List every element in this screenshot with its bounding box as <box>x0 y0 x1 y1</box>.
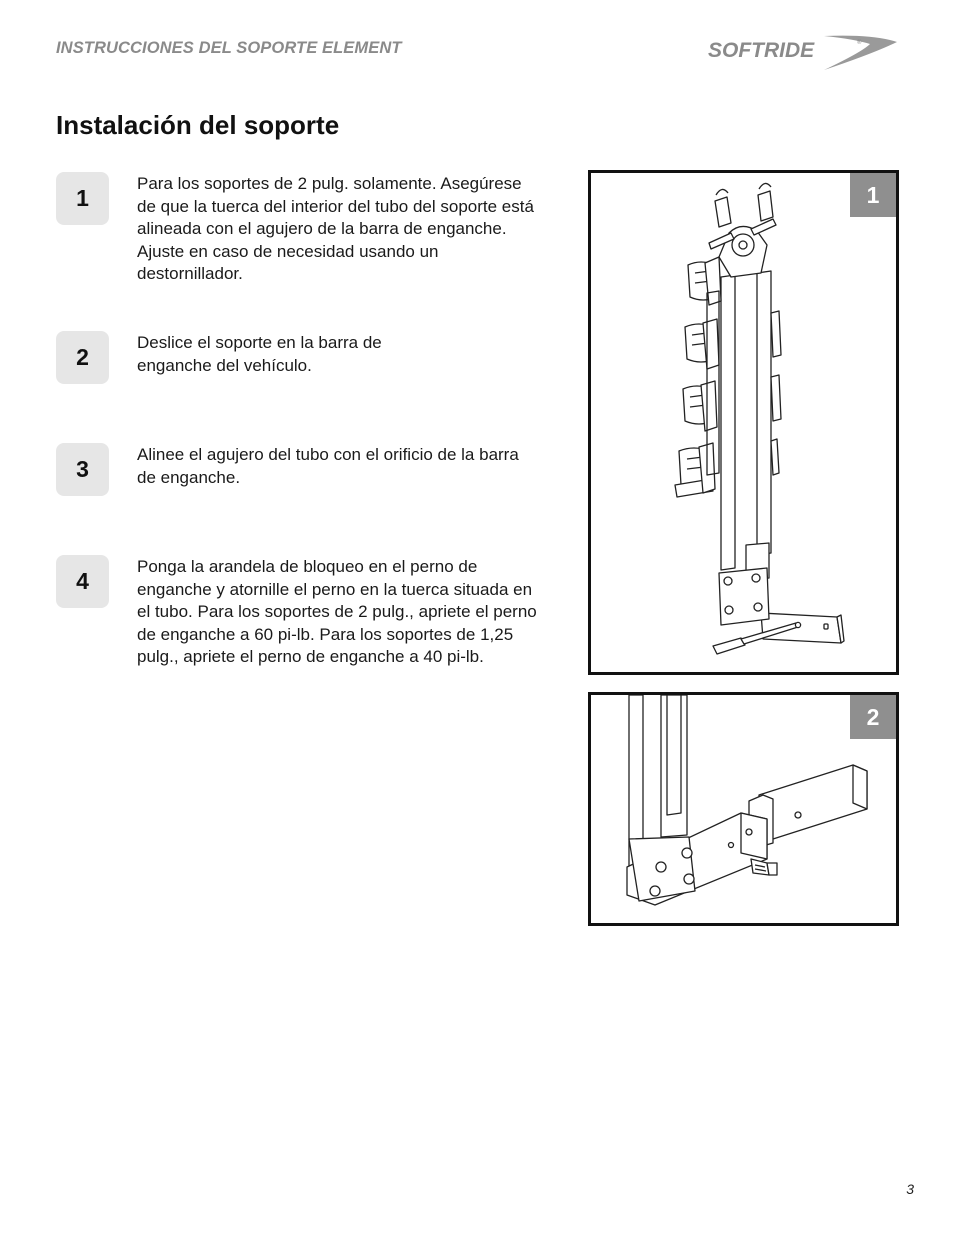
page-number: 3 <box>906 1181 914 1197</box>
figure-number-badge: 2 <box>850 695 896 739</box>
step-number-badge: 1 <box>56 172 109 225</box>
step-number-badge: 3 <box>56 443 109 496</box>
step-number-badge: 4 <box>56 555 109 608</box>
step-text: Alinee el agujero del tubo con el orificio de la barra de enganche. <box>137 445 519 487</box>
figure-1 <box>588 170 899 675</box>
step-text: Deslice el soporte en la barra de enganche del vehículo. <box>137 333 382 375</box>
softride-logo <box>704 30 900 74</box>
page-title: Instalación del soporte <box>56 110 340 140</box>
step-text: Ponga la arandela de bloqueo en el perno de enganche y atornille el perno en la tuerca situada en el tubo. Para los soportes de 2 pulg., apriete el perno de enganche a 60 pi-lb. Para los soportes de 1,25 pulg., apriete el perno de enganche a 40 pi-lb. <box>137 557 537 667</box>
step-number-badge: 2 <box>56 331 109 384</box>
figure-2 <box>588 692 899 926</box>
figure-number-badge: 1 <box>850 173 896 217</box>
rack-illustration <box>591 173 896 672</box>
step-text: Para los soportes de 2 pulg. solamente. Asegúrese de que la tuerca del interior del tubo del soporte está alineada con el agujero de la barra de enganche. Ajuste en caso de necesidad usando un destornillador. <box>137 174 534 284</box>
header-title: INSTRUCCIONES DEL SOPORTE ELEMENT <box>56 39 402 57</box>
logo-wordmark: SOFTRIDE <box>708 39 815 62</box>
logo-registered-mark: ® <box>857 40 862 46</box>
